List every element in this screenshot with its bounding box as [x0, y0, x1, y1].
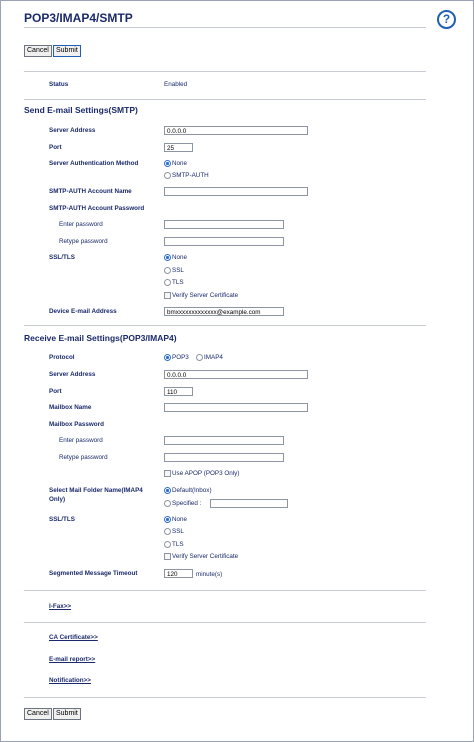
smtp-server-address-input[interactable]: 0.0.0.0 — [164, 126, 308, 135]
receive-ssl-label: SSL/TLS — [49, 516, 75, 523]
notification-link[interactable]: Notification>> — [49, 677, 91, 684]
smtp-auth-none-radio[interactable] — [164, 160, 171, 167]
help-icon[interactable]: ? — [437, 10, 456, 29]
smtp-enter-password-label: Enter password — [59, 221, 103, 228]
device-email-label: Device E-mail Address — [49, 308, 117, 315]
divider — [24, 99, 426, 100]
smtp-account-password-label: SMTP-AUTH Account Password — [49, 205, 145, 212]
smtp-ssl-label: SSL/TLS — [49, 254, 75, 261]
smtp-auth-smtpauth-label: SMTP-AUTH — [172, 172, 209, 179]
smtp-retype-password-input[interactable] — [164, 237, 284, 246]
receive-enter-password-label: Enter password — [59, 437, 103, 444]
receive-retype-password-label: Retype password — [59, 454, 108, 461]
receive-ssl-ssl-label: SSL — [172, 528, 184, 535]
smtp-ssl-tls-radio[interactable] — [164, 279, 171, 286]
status-value: Enabled — [164, 81, 188, 88]
divider — [24, 622, 426, 623]
smtp-port-input[interactable]: 25 — [164, 143, 193, 152]
apop-label: Use APOP (POP3 Only) — [172, 470, 240, 477]
folder-specified-label: Specified : — [172, 500, 202, 507]
divider — [24, 697, 426, 698]
folder-specified-radio[interactable] — [164, 500, 171, 507]
smtp-server-address-label: Server Address — [49, 127, 96, 134]
receive-ssl-tls-label: TLS — [172, 541, 184, 548]
divider — [24, 71, 426, 72]
smtp-ssl-none-radio[interactable] — [164, 254, 171, 261]
smtp-verify-cert-label: Verify Server Certificate — [172, 292, 239, 299]
smtp-auth-none-label: None — [172, 160, 188, 167]
folder-default-label: Default(Inbox) — [172, 487, 212, 494]
divider — [24, 325, 426, 326]
receive-ssl-ssl-radio[interactable] — [164, 528, 171, 535]
device-email-input[interactable]: bmxxxxxxxxxxxxx@example.com — [164, 307, 284, 316]
protocol-pop3-radio[interactable] — [164, 354, 171, 361]
mailbox-name-input[interactable] — [164, 403, 308, 412]
divider — [24, 27, 426, 28]
smtp-enter-password-input[interactable] — [164, 220, 284, 229]
mail-folder-label-line1: Select Mail Folder Name(IMAP4 — [49, 487, 143, 494]
smtp-ssl-ssl-label: SSL — [172, 267, 184, 274]
smtp-ssl-ssl-radio[interactable] — [164, 267, 171, 274]
folder-specified-input[interactable] — [210, 499, 288, 508]
receive-enter-password-input[interactable] — [164, 436, 284, 445]
mailbox-name-label: Mailbox Name — [49, 404, 92, 411]
apop-checkbox[interactable] — [164, 470, 171, 477]
smtp-verify-cert-checkbox[interactable] — [164, 292, 171, 299]
smtp-auth-smtpauth-radio[interactable] — [164, 172, 171, 179]
mail-folder-label-line2: Only) — [49, 496, 66, 503]
mailbox-password-label: Mailbox Password — [49, 421, 104, 428]
smtp-retype-password-label: Retype password — [59, 238, 108, 245]
email-report-link[interactable]: E-mail report>> — [49, 656, 96, 663]
smtp-ssl-none-label: None — [172, 254, 188, 261]
receive-port-label: Port — [49, 388, 62, 395]
timeout-label: Segmented Message Timeout — [49, 570, 138, 577]
smtp-account-name-label: SMTP-AUTH Account Name — [49, 188, 132, 195]
smtp-section-heading: Send E-mail Settings(SMTP) — [24, 105, 138, 115]
receive-section-heading: Receive E-mail Settings(POP3/IMAP4) — [24, 333, 177, 343]
ifax-link[interactable]: I-Fax>> — [49, 603, 72, 610]
timeout-unit: minute(s) — [196, 571, 223, 578]
smtp-ssl-tls-label: TLS — [172, 279, 184, 286]
receive-retype-password-input[interactable] — [164, 453, 284, 462]
page-title: POP3/IMAP4/SMTP — [24, 11, 133, 25]
cancel-button[interactable]: Cancel — [24, 45, 52, 57]
folder-default-radio[interactable] — [164, 487, 171, 494]
cancel-button-bottom[interactable]: Cancel — [24, 708, 52, 720]
receive-verify-cert-label: Verify Server Certificate — [172, 553, 239, 560]
submit-button-bottom[interactable]: Submit — [53, 708, 81, 720]
protocol-imap4-radio[interactable] — [196, 354, 203, 361]
receive-ssl-tls-radio[interactable] — [164, 541, 171, 548]
divider — [24, 590, 426, 591]
timeout-input[interactable]: 120 — [164, 569, 193, 578]
receive-verify-cert-checkbox[interactable] — [164, 553, 171, 560]
receive-port-input[interactable]: 110 — [164, 387, 193, 396]
receive-server-address-label: Server Address — [49, 371, 96, 378]
protocol-pop3-label: POP3 — [172, 354, 189, 361]
smtp-account-name-input[interactable] — [164, 187, 308, 196]
protocol-label: Protocol — [49, 354, 75, 361]
ca-certificate-link[interactable]: CA Certificate>> — [49, 634, 98, 641]
smtp-port-label: Port — [49, 144, 62, 151]
submit-button[interactable]: Submit — [53, 45, 81, 57]
receive-ssl-none-radio[interactable] — [164, 516, 171, 523]
protocol-imap4-label: IMAP4 — [204, 354, 223, 361]
receive-ssl-none-label: None — [172, 516, 188, 523]
receive-server-address-input[interactable]: 0.0.0.0 — [164, 370, 308, 379]
smtp-auth-method-label: Server Authentication Method — [49, 160, 139, 167]
status-label: Status — [49, 81, 69, 88]
